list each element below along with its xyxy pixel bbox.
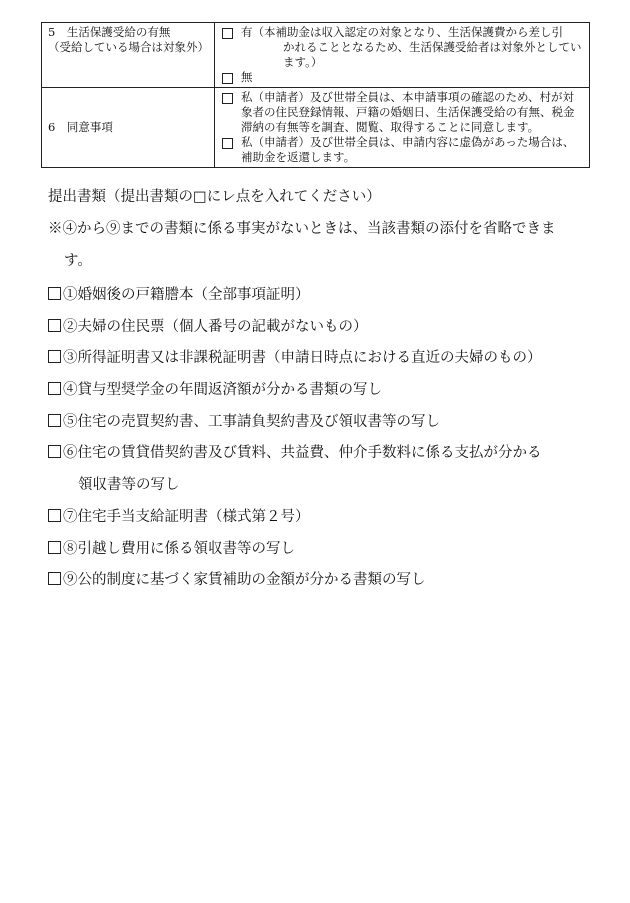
table-row-consent: [42, 88, 590, 168]
welfare-option-no: [221, 70, 583, 85]
checkbox-doc-3[interactable]: [48, 350, 61, 363]
consent-label: 6 同意事項: [48, 120, 113, 134]
doc-text-6-cont: 領収書等の写し: [78, 477, 180, 493]
documents-heading: 提出書類（提出書類の□にレ点を入れてください）: [48, 189, 381, 205]
list-item: [48, 283, 310, 304]
doc-text-3: ③所得証明書又は非課税証明書（申請日時点における直近の夫婦のもの）: [63, 350, 542, 366]
doc-text-8: ⑧引越し費用に係る領収書等の写し: [63, 541, 295, 557]
doc-text-2: ②夫婦の住民票（個人番号の記載がないもの）: [63, 319, 368, 335]
list-item: [48, 537, 295, 558]
welfare-yes-line2: かれることとなるため、生活保護受給者は対象外としてい: [283, 40, 582, 54]
checkbox-doc-4[interactable]: [48, 382, 61, 395]
doc-text-5: ⑤住宅の売買契約書、工事請負契約書及び領収書等の写し: [63, 414, 440, 430]
list-item: [48, 568, 426, 589]
welfare-no-label: 無: [241, 70, 253, 84]
consent-text-1: 私（申請者）及び世帯全員は、本申請事項の確認のため、村が対象者の住民登録情報、戸籍の婚姻日、生活保護受給の有無、税金滞納の有無等を調査、閲覧、取得することに同意します。: [241, 90, 575, 134]
welfare-options-cell: [215, 23, 590, 88]
checkbox-doc-8[interactable]: [48, 541, 61, 554]
doc-text-7: ⑦住宅手当支給証明書（様式第２号）: [63, 509, 310, 525]
welfare-yes-line3: ます。）: [283, 55, 323, 69]
checkbox-yes[interactable]: [222, 28, 233, 39]
application-table: [41, 22, 590, 168]
checkbox-doc-5[interactable]: [48, 414, 61, 427]
welfare-yes-line1: 有（本補助金は収入認定の対象となり、生活保護費から差し引: [241, 25, 563, 39]
doc-text-1: ①婚姻後の戸籍謄本（全部事項証明）: [63, 287, 310, 303]
welfare-note: （受給している場合は対象外）: [48, 40, 209, 54]
checkbox-doc-9[interactable]: [48, 572, 61, 585]
consent-options-cell: [215, 88, 590, 168]
list-item: [48, 505, 310, 526]
checkbox-doc-2[interactable]: [48, 319, 61, 332]
list-item: [48, 410, 440, 431]
checkbox-no[interactable]: [222, 73, 233, 84]
documents-note-line1: ※④から⑨までの書類に係る事実がないときは、当該書類の添付を省略できま: [48, 221, 556, 237]
checkbox-consent-1[interactable]: [222, 93, 233, 104]
consent-item-1: [221, 90, 583, 135]
checkbox-consent-2[interactable]: [222, 138, 233, 149]
welfare-label-cell: [42, 23, 215, 88]
consent-text-2: 私（申請者）及び世帯全員は、申請内容に虚偽があった場合は、補助金を返還します。: [241, 135, 575, 164]
doc-text-9: ⑨公的制度に基づく家賃補助の金額が分かる書類の写し: [63, 572, 426, 588]
documents-note-line2: す。: [64, 253, 92, 269]
consent-label-cell: [42, 88, 215, 168]
checkbox-doc-7[interactable]: [48, 509, 61, 522]
list-item: [48, 315, 368, 336]
consent-item-2: [221, 135, 583, 165]
list-item: [48, 346, 542, 367]
welfare-label: 5 生活保護受給の有無: [48, 25, 171, 39]
doc-text-6: ⑥住宅の賃貸借契約書及び賃料、共益費、仲介手数料に係る支払が分かる: [63, 445, 542, 461]
table-row-welfare: [42, 23, 590, 88]
list-item: [48, 441, 542, 462]
checkbox-doc-6[interactable]: [48, 445, 61, 458]
list-item: [48, 378, 382, 399]
welfare-option-yes: [221, 25, 583, 70]
doc-text-4: ④貸与型奨学金の年間返済額が分かる書類の写し: [63, 382, 382, 398]
checkbox-doc-1[interactable]: [48, 287, 61, 300]
